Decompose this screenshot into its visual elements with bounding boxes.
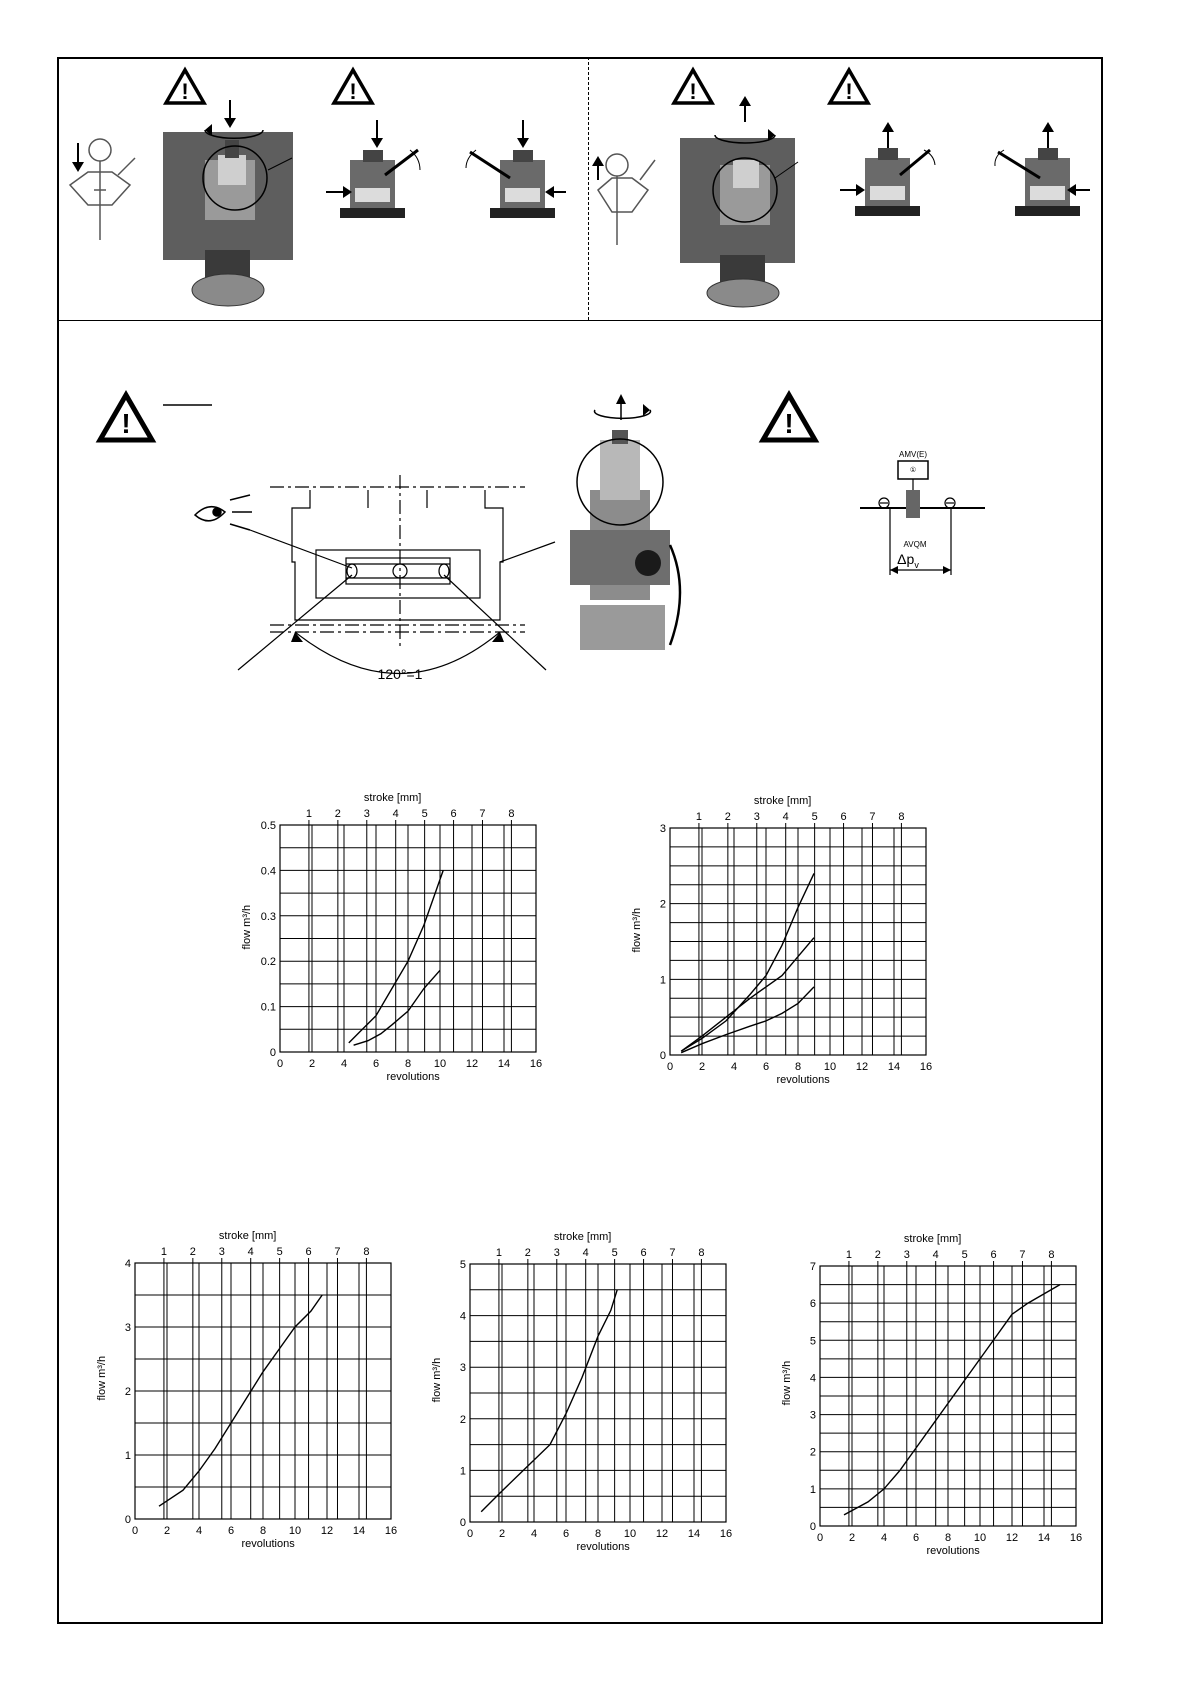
top-tick-label: 4 xyxy=(932,1249,939,1261)
dp-label xyxy=(897,551,919,570)
x-tick-label: 6 xyxy=(372,1058,380,1070)
warning-icon xyxy=(334,70,372,104)
y-tick-label: 4 xyxy=(124,1258,131,1270)
x-tick-label: 0 xyxy=(666,1061,674,1073)
top-tick-label: 8 xyxy=(898,811,905,823)
actuator-label: AMV(E) xyxy=(899,450,927,459)
x-tick-label: 4 xyxy=(730,1061,738,1073)
x-tick-label: 0 xyxy=(276,1058,284,1070)
top-tick-label: 8 xyxy=(698,1247,705,1259)
x-tick-label: 14 xyxy=(687,1528,701,1540)
y-tick-label: 4 xyxy=(809,1372,816,1385)
y-tick-label: 3 xyxy=(459,1362,466,1375)
top-tick-label: 7 xyxy=(334,1246,341,1258)
y-tick-label: 0.3 xyxy=(260,910,276,923)
top-tick-label: 6 xyxy=(640,1247,647,1259)
x-tick-label: 8 xyxy=(404,1058,412,1070)
dp-symbol: Δp xyxy=(897,551,915,567)
top-tick-label: 5 xyxy=(611,1247,618,1259)
top-tick-label: 7 xyxy=(869,811,876,823)
eye-icon xyxy=(195,495,252,530)
valve-top-photo xyxy=(340,150,405,218)
x-tick-label: 14 xyxy=(352,1525,366,1537)
x-tick-label: 12 xyxy=(655,1528,669,1540)
top-tick-label: 7 xyxy=(669,1247,676,1259)
warning-icon xyxy=(763,395,815,440)
top-tick-label: 4 xyxy=(247,1246,254,1258)
x-tick-label: 6 xyxy=(762,1061,770,1073)
x-tick-label: 4 xyxy=(530,1528,538,1540)
x-tick-label: 4 xyxy=(880,1532,888,1544)
top-tick-label: 3 xyxy=(363,808,370,820)
top-tick-label: 4 xyxy=(582,1247,589,1259)
chart-title: stroke [mm] xyxy=(753,795,812,807)
top-tick-label: 2 xyxy=(724,811,731,823)
x-tick-label: 10 xyxy=(623,1528,637,1540)
top-tick-label: 4 xyxy=(392,808,399,820)
valve-photo-right xyxy=(680,138,795,307)
top-tick-label: 1 xyxy=(160,1246,167,1258)
flow-chart-3 xyxy=(90,1223,410,1553)
dp-diagram xyxy=(860,461,985,575)
top-tick-label: 3 xyxy=(903,1249,910,1261)
top-tick-label: 6 xyxy=(305,1246,312,1258)
top-tick-label: 4 xyxy=(782,811,789,823)
dp-subscript: v xyxy=(914,560,919,570)
top-tick-label: 1 xyxy=(845,1249,852,1261)
x-tick-label: 10 xyxy=(973,1532,987,1544)
top-tick-label: 8 xyxy=(508,808,515,820)
top-tick-label: 5 xyxy=(421,808,428,820)
y-tick-label: 0.4 xyxy=(260,865,276,878)
x-tick-label: 4 xyxy=(340,1058,348,1070)
chart-title: stroke [mm] xyxy=(363,792,422,804)
y-axis-label: flow m³/h xyxy=(96,1355,108,1401)
y-axis-label: flow m³/h xyxy=(631,907,643,953)
chart-title: stroke [mm] xyxy=(218,1230,277,1242)
y-tick-label: 2 xyxy=(659,898,666,911)
x-tick-label: 8 xyxy=(594,1528,602,1540)
x-tick-label: 8 xyxy=(944,1532,952,1544)
x-axis-label: revolutions xyxy=(576,1541,630,1553)
y-tick-label: 0 xyxy=(124,1514,131,1526)
svg-text:!: ! xyxy=(689,79,697,104)
flow-chart-1 xyxy=(230,785,550,1115)
valve-top-photo xyxy=(490,150,555,218)
top-tick-label: 6 xyxy=(990,1249,997,1261)
warning-icon xyxy=(674,70,712,104)
y-tick-label: 1 xyxy=(809,1483,816,1496)
x-tick-label: 2 xyxy=(698,1061,706,1073)
x-axis-label: revolutions xyxy=(776,1074,830,1086)
x-tick-label: 16 xyxy=(529,1058,543,1070)
middle-illustrations xyxy=(0,330,1191,700)
x-tick-label: 16 xyxy=(719,1528,733,1540)
x-tick-label: 0 xyxy=(466,1528,474,1540)
chart-title: stroke [mm] xyxy=(903,1233,962,1245)
x-tick-label: 0 xyxy=(816,1532,824,1544)
flow-chart-4 xyxy=(420,1226,740,1556)
x-tick-label: 4 xyxy=(195,1525,203,1537)
top-tick-label: 2 xyxy=(874,1249,881,1261)
y-tick-label: 0 xyxy=(459,1517,466,1529)
top-tick-label: 5 xyxy=(276,1246,283,1258)
x-tick-label: 2 xyxy=(498,1528,506,1540)
x-tick-label: 0 xyxy=(131,1525,139,1537)
x-tick-label: 10 xyxy=(288,1525,302,1537)
top-tick-label: 6 xyxy=(450,808,457,820)
x-tick-label: 12 xyxy=(320,1525,334,1537)
glyph: ① xyxy=(909,467,917,474)
top-tick-label: 5 xyxy=(811,811,818,823)
y-tick-label: 2 xyxy=(809,1446,816,1459)
x-tick-label: 2 xyxy=(848,1532,856,1544)
y-axis-label: flow m³/h xyxy=(781,1360,793,1406)
x-tick-label: 2 xyxy=(308,1058,316,1070)
x-tick-label: 16 xyxy=(1069,1532,1083,1544)
top-tick-label: 8 xyxy=(1048,1249,1055,1261)
flow-chart-2 xyxy=(620,788,940,1118)
svg-text:!: ! xyxy=(784,408,794,439)
top-tick-label: 2 xyxy=(334,808,341,820)
valve-top-photo xyxy=(1015,148,1080,216)
top-tick-label: 5 xyxy=(961,1249,968,1261)
top-tick-label: 7 xyxy=(1019,1249,1026,1261)
x-tick-label: 14 xyxy=(1037,1532,1051,1544)
warning-icon xyxy=(100,395,152,440)
top-tick-label: 3 xyxy=(753,811,760,823)
y-tick-label: 4 xyxy=(459,1310,466,1323)
y-tick-label: 0 xyxy=(809,1521,816,1533)
valve-photo-left xyxy=(163,132,293,306)
x-tick-label: 2 xyxy=(163,1525,171,1537)
valve-top-photo xyxy=(855,148,920,216)
y-tick-label: 0.2 xyxy=(260,956,276,969)
y-tick-label: 0.5 xyxy=(260,820,276,832)
x-axis-label: revolutions xyxy=(241,1538,295,1550)
top-tick-label: 1 xyxy=(695,811,702,823)
x-tick-label: 16 xyxy=(384,1525,398,1537)
x-tick-label: 12 xyxy=(855,1061,869,1073)
y-tick-label: 7 xyxy=(809,1261,816,1273)
flow-chart-5 xyxy=(770,1228,1090,1558)
warning-icon xyxy=(830,70,868,104)
y-tick-label: 3 xyxy=(809,1409,816,1422)
y-tick-label: 5 xyxy=(809,1335,816,1348)
controller-label: AVQM xyxy=(903,540,927,549)
chart-title: stroke [mm] xyxy=(553,1231,612,1243)
top-tick-label: 2 xyxy=(189,1246,196,1258)
top-tick-label: 6 xyxy=(840,811,847,823)
y-tick-label: 0.1 xyxy=(260,1001,276,1014)
top-tick-label: 1 xyxy=(495,1247,502,1259)
x-tick-label: 6 xyxy=(227,1525,235,1537)
svg-text:!: ! xyxy=(121,408,131,439)
top-tick-label: 1 xyxy=(305,808,312,820)
x-tick-label: 12 xyxy=(465,1058,479,1070)
x-tick-label: 14 xyxy=(497,1058,511,1070)
svg-text:!: ! xyxy=(845,79,853,104)
y-tick-label: 0 xyxy=(269,1047,276,1059)
x-tick-label: 16 xyxy=(919,1061,933,1073)
x-tick-label: 8 xyxy=(794,1061,802,1073)
x-axis-label: revolutions xyxy=(926,1545,980,1557)
series-line xyxy=(844,1285,1060,1515)
x-tick-label: 14 xyxy=(887,1061,901,1073)
x-tick-label: 8 xyxy=(259,1525,267,1537)
top-tick-label: 2 xyxy=(524,1247,531,1259)
x-tick-label: 12 xyxy=(1005,1532,1019,1544)
y-tick-label: 3 xyxy=(124,1322,131,1334)
top-tick-label: 8 xyxy=(363,1246,370,1258)
valve-schematic-down xyxy=(70,139,135,240)
y-tick-label: 0 xyxy=(659,1050,666,1062)
y-tick-label: 1 xyxy=(659,974,666,987)
top-tick-label: 7 xyxy=(479,808,486,820)
valve-photo-middle xyxy=(570,430,680,650)
x-tick-label: 6 xyxy=(912,1532,920,1544)
top-illustrations xyxy=(0,0,1191,330)
valve-schematic-up xyxy=(598,154,655,245)
svg-text:!: ! xyxy=(181,79,189,104)
y-tick-label: 6 xyxy=(809,1298,816,1311)
x-axis-label: revolutions xyxy=(386,1071,440,1083)
y-tick-label: 2 xyxy=(459,1413,466,1426)
y-tick-label: 5 xyxy=(459,1259,466,1271)
y-axis-label: flow m³/h xyxy=(241,904,253,950)
svg-text:!: ! xyxy=(349,79,357,104)
y-tick-label: 2 xyxy=(124,1386,131,1398)
top-tick-label: 3 xyxy=(218,1246,225,1258)
y-axis-label: flow m³/h xyxy=(431,1357,443,1403)
y-tick-label: 1 xyxy=(459,1465,466,1478)
top-tick-label: 3 xyxy=(553,1247,560,1259)
x-tick-label: 10 xyxy=(433,1058,447,1070)
warning-icon xyxy=(166,70,204,104)
series-line xyxy=(681,938,814,1051)
setting-drawing xyxy=(238,475,555,674)
angle-label: 120°=1 xyxy=(377,666,423,682)
x-tick-label: 10 xyxy=(823,1061,837,1073)
y-tick-label: 3 xyxy=(659,823,666,835)
x-tick-label: 6 xyxy=(562,1528,570,1540)
y-tick-label: 1 xyxy=(124,1450,131,1462)
